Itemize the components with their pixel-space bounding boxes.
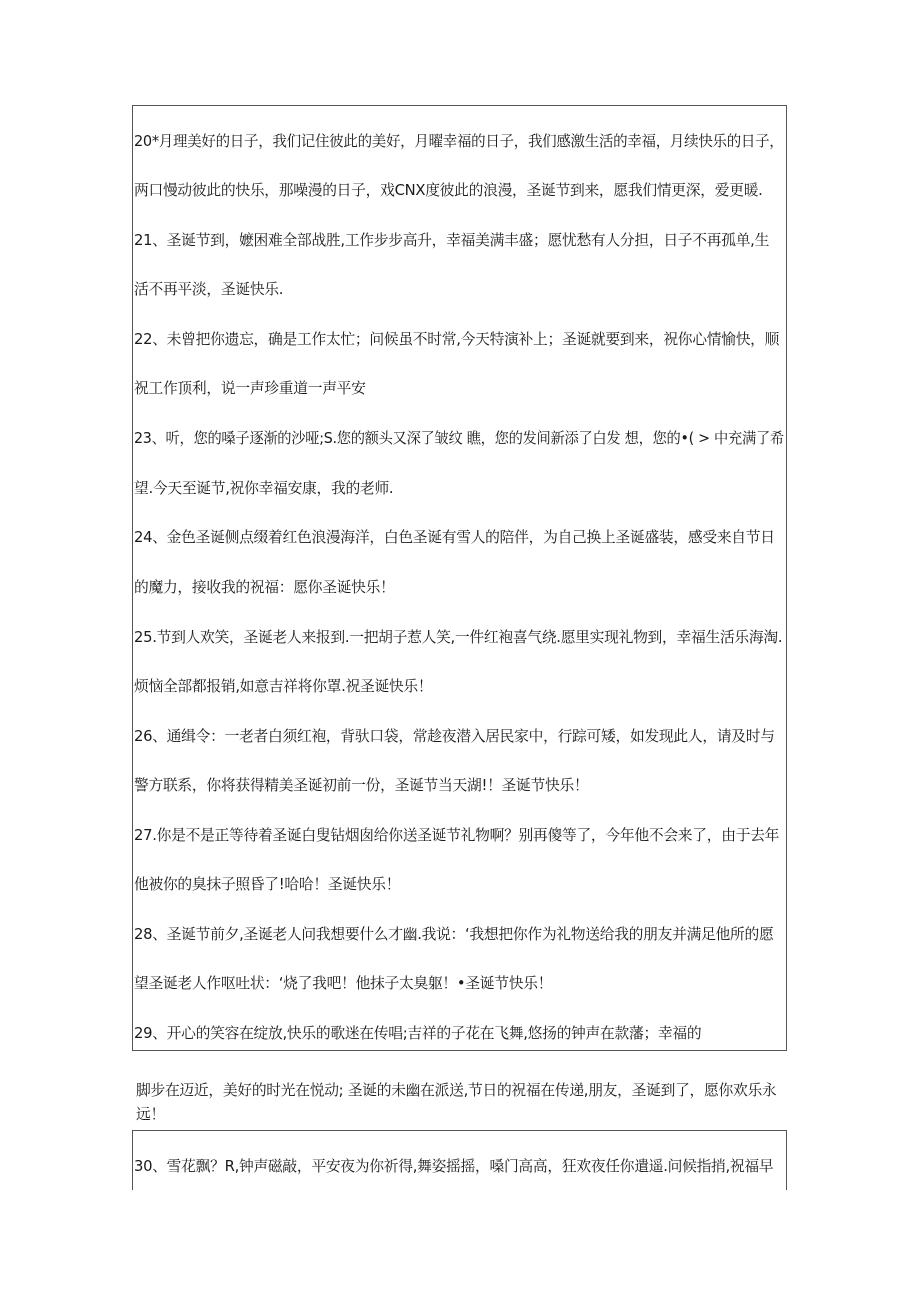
text-line: 的魔力，接收我的祝福：愿你圣诞快乐！ [134, 578, 395, 596]
text-line: 28、圣诞节前夕,圣诞老人问我想要什么才幽.我说：‘我想把你作为礼物送给我的朋友并满足他所的愿 [134, 925, 774, 943]
text-line: 29、开心的笑容在绽放,快乐的歌迷在传唱;吉祥的子花在飞舞,悠扬的钟声在款藩；幸福的 [134, 1024, 702, 1042]
text-line: 脚步在迈近，美好的时光在悦动; 圣诞的未幽在派送,节日的祝福在传递,朋友，圣诞到了，愿你欢乐永 [136, 1081, 777, 1099]
text-line: 警方联系，你将获得精美圣诞初前一份，圣诞节当天湖!！圣诞节快乐！ [134, 776, 589, 794]
text-line: 他被你的臭抹子照昏了!哈哈！圣诞快乐！ [134, 875, 401, 893]
text-line: 26、通缉令：一老者白须红袍，背驮口袋，常趁夜潜入居民家中，行踪可矮，如发现此人，请及时与 [134, 727, 775, 745]
text-line: 望.今天至诞节,祝你幸福安康，我的老师. [134, 479, 394, 497]
text-line: 24、金色圣诞侧点缀着红色浪漫海洋，白色圣诞有雪人的陪伴，为自己换上圣诞盛装，感受来自节日 [134, 528, 775, 546]
text-line: 祝工作顶利，说一声珍重道一声平安 [134, 379, 366, 397]
text-line: 27.你是不是正等待着圣诞白叟钻烟囱给你送圣诞节礼物啊？别再傻等了，今年他不会来了，由于去年 [134, 826, 780, 844]
text-line: 两口慢动彼此的快乐，那噪漫的日子，戏CNX度彼此的浪漫，圣诞节到来，愿我们情更深，爱更暖. [134, 181, 763, 199]
text-line: 25.节到人欢笑，圣诞老人来报到.一把胡子惹人笑,一件红袍喜气绕.愿里实现礼物到，幸福生活乐海淘. [134, 628, 783, 646]
text-line: 22、未曾把你遗忘，确是工作太忙；问候虽不时常,今天特演补上；圣诞就要到来，祝你心情愉快，顺 [134, 330, 780, 348]
text-line: 远！ [136, 1105, 165, 1123]
text-line: 23、听，您的嗓子逐渐的沙哑;S.您的额头又深了皱纹 瞧，您的发间新添了白发 想，您的•( > 中充满了希 [134, 429, 784, 447]
text-line: 21、圣诞节到，嬷困难全部战胜,工作步步高升，幸福美满丰盛；愿忧愁有人分担，日子不再孤单,生 [134, 231, 770, 249]
text-line: 活不再平淡，圣诞快乐. [134, 280, 284, 298]
text-line: 烦恼全部都报销,如意吉祥将你罩.祝圣诞快乐！ [134, 677, 433, 695]
text-line: 30、雪花飘？R,钟声磁敲，平安夜为你祈得,舞姿摇摇，嗓门高高，狂欢夜任你遣遥.问候指捎,祝福早 [134, 1157, 774, 1175]
text-line: 望圣诞老人作呕吐状：‘烧了我吧！他抹子太臭躯！•圣诞节快乐！ [134, 974, 553, 992]
text-line: 20*月理美好的日子，我们记住彼此的美好，月曜幸福的日子，我们感激生活的幸福，月续快乐的日子， [134, 132, 784, 150]
